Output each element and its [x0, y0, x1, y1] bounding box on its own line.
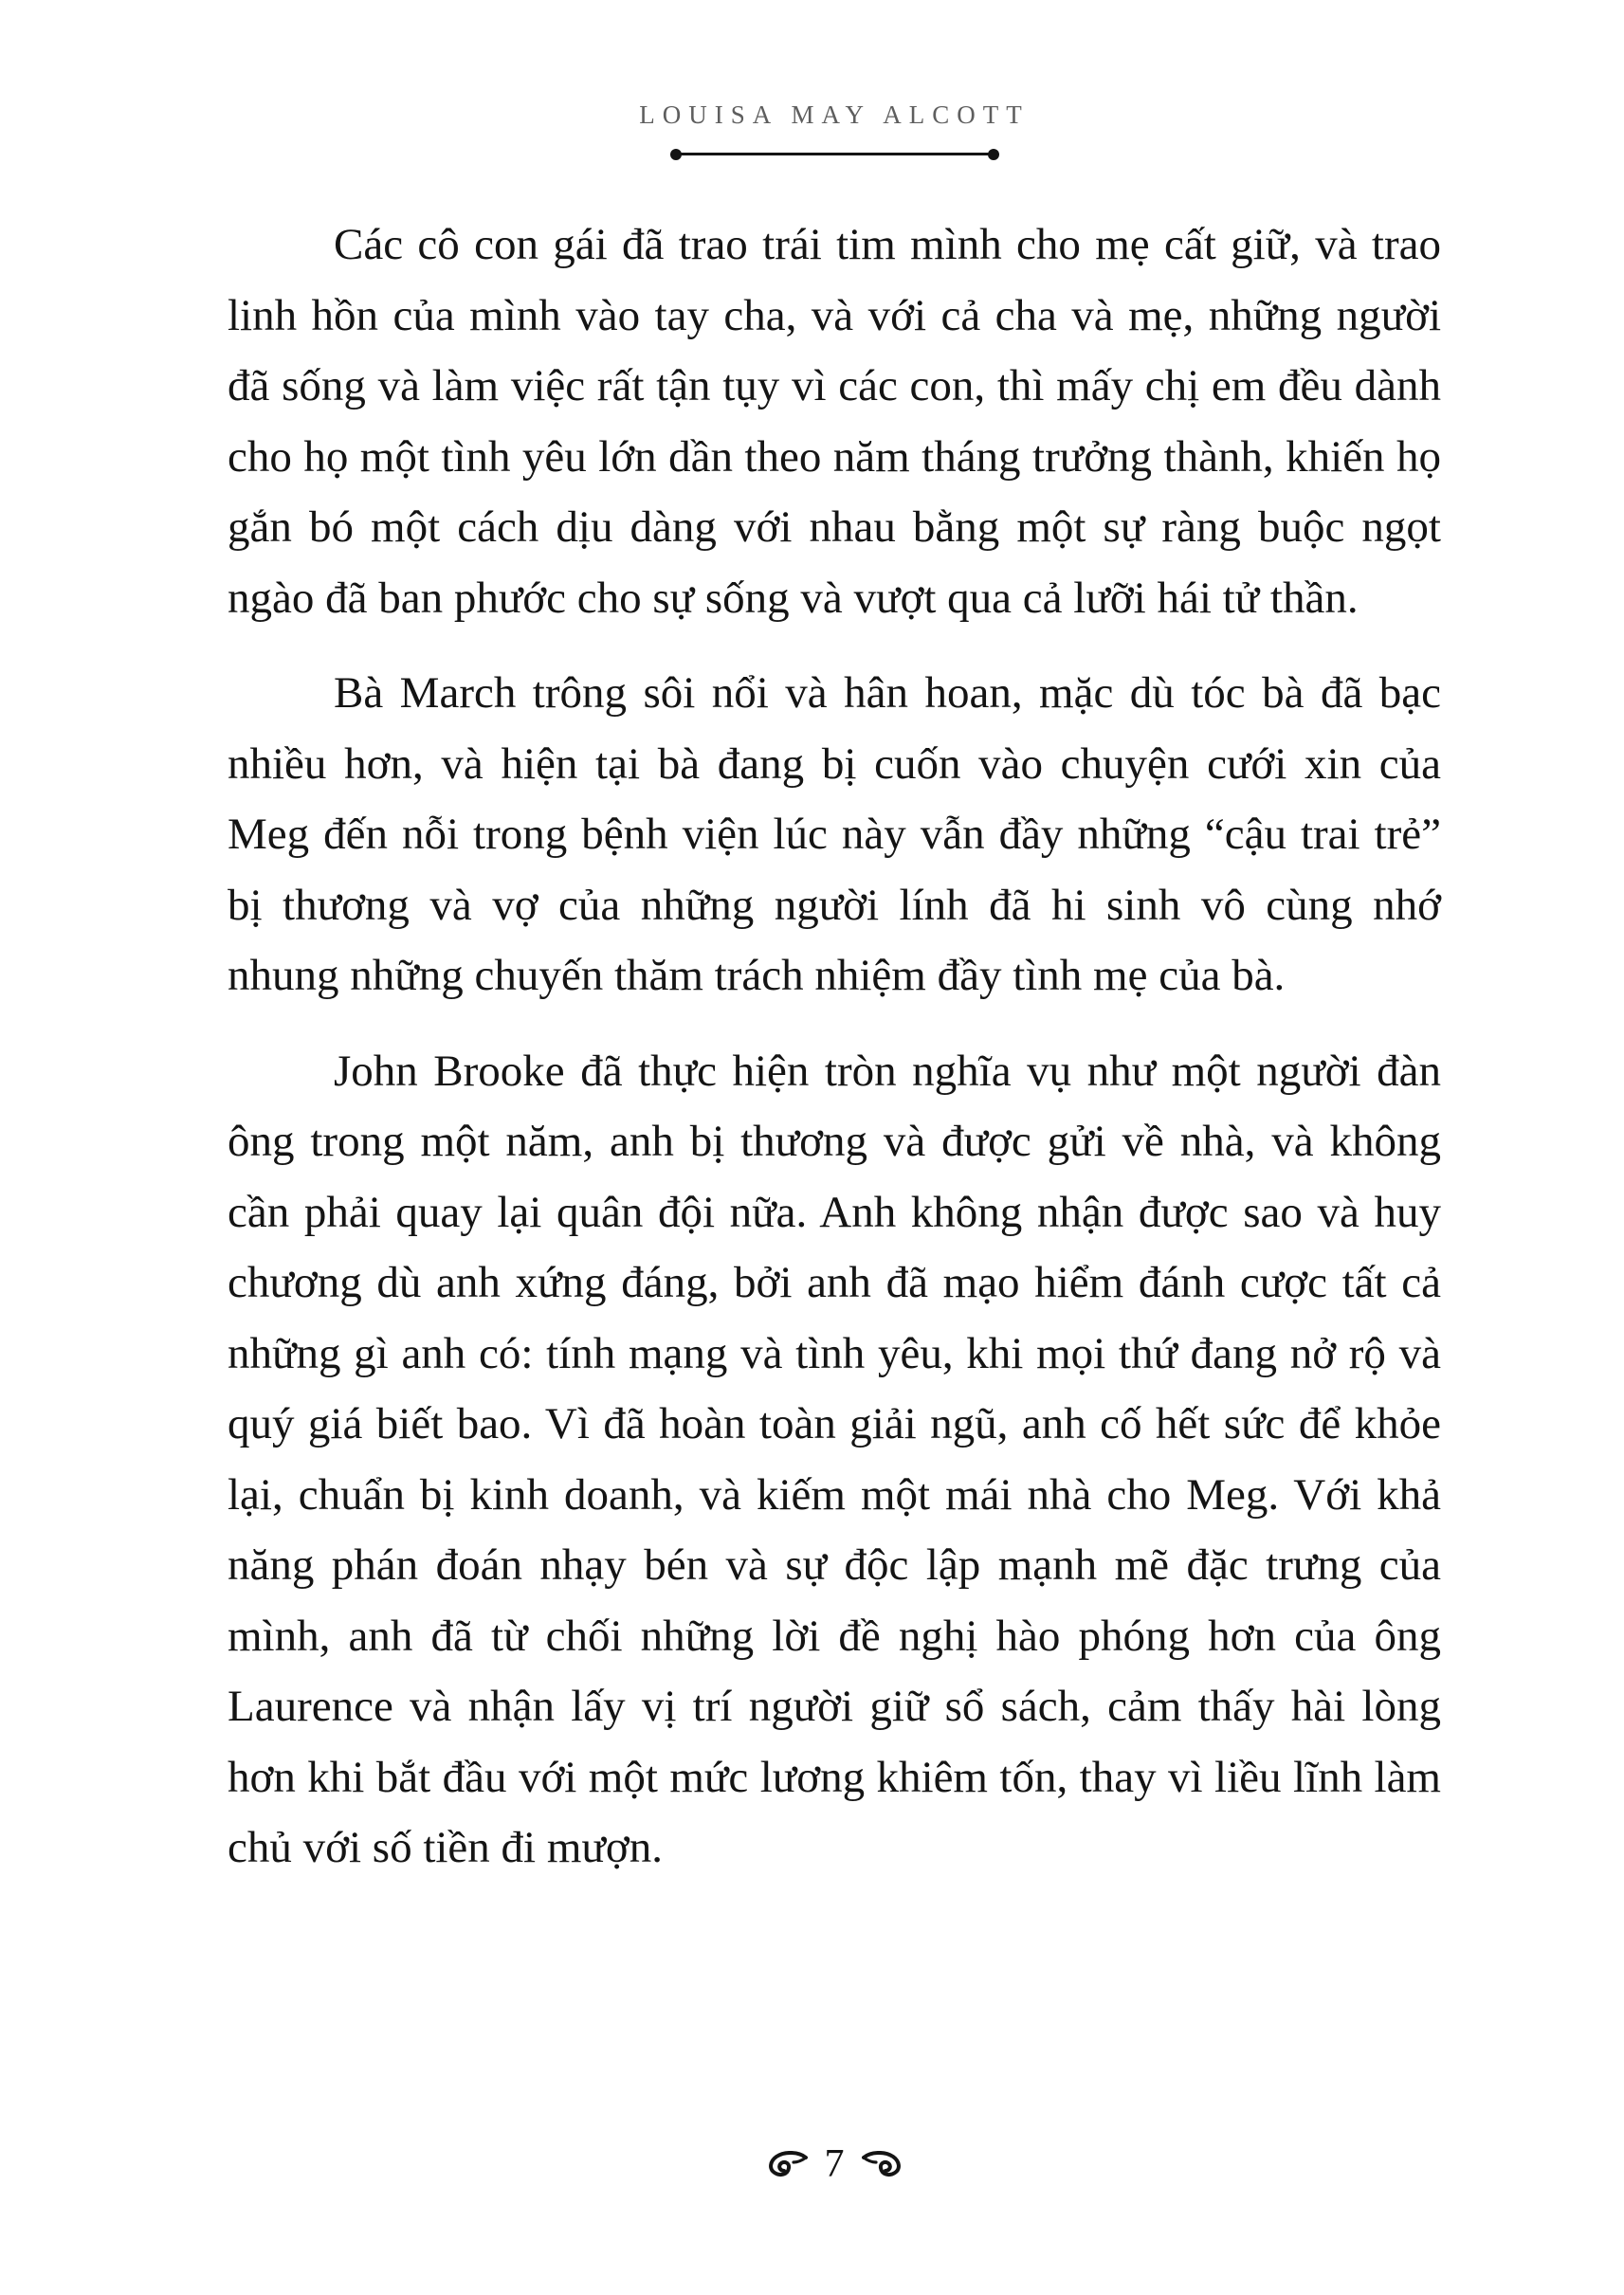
running-header-author: LOUISA MAY ALCOTT [639, 100, 1030, 129]
paragraph: Bà March trông sôi nổi và hân hoan, mặc dù tóc bà đã bạc nhiều hơn, và hiện tại bà đang bị cuốn vào chuyện cưới xin của Meg đến nỗi trong bệnh viện lúc này vẫn đầy những “cậu trai trẻ” bị thương và vợ của những người lính đã hi sinh vô cùng nhớ nhung những chuyến thăm trách nhiệm đầy tình mẹ của bà. [228, 668, 1441, 1000]
paragraph: Các cô con gái đã trao trái tim mình cho mẹ cất giữ, và trao linh hồn của mình vào tay cha, và với cả cha và mẹ, những người đã sống và làm việc rất tận tụy vì các con, thì mấy chị em đều dành cho họ một tình yêu lớn dần theo năm tháng trưởng thành, khiến họ gắn bó một cách dịu dàng với nhau bằng một sự ràng buộc ngọt ngào đã ban phước cho sự sống và vượt qua cả lưỡi hái tử thần. [228, 220, 1441, 623]
page-footer [228, 2144, 1441, 2184]
header-rule-wrap [228, 149, 1441, 155]
paragraph: John Brooke đã thực hiện tròn nghĩa vụ như một người đàn ông trong một năm, anh bị thương và được gửi về nhà, và không cần phải quay lại quân đội nữa. Anh không nhận được sao và huy chương dù anh xứng đáng, bởi anh đã mạo hiểm đánh cược tất cả những gì anh có: tính mạng và tình yêu, khi mọi thứ đang nở rộ và quý giá biết bao. Vì đã hoàn toàn giải ngũ, anh cố hết sức để khỏe lại, chuẩn bị kinh doanh, và kiếm một mái nhà cho Meg. Với khả năng phán đoán nhạy bén và sự độc lập mạnh mẽ đặc trưng của mình, anh đã từ chối những lời đề nghị hào phóng hơn của ông Laurence và nhận lấy vị trí người giữ sổ sách, cảm thấy hài lòng hơn khi bắt đầu với một mức lương khiêm tốn, thay vì liều lĩnh làm chủ với số tiền đi mượn. [228, 1046, 1441, 1872]
header-rule [673, 153, 996, 155]
fleuron-right-icon [862, 2151, 902, 2177]
page-number: 7 [824, 2142, 845, 2186]
page-body [228, 209, 1441, 1884]
fleuron-left-icon [768, 2151, 808, 2177]
